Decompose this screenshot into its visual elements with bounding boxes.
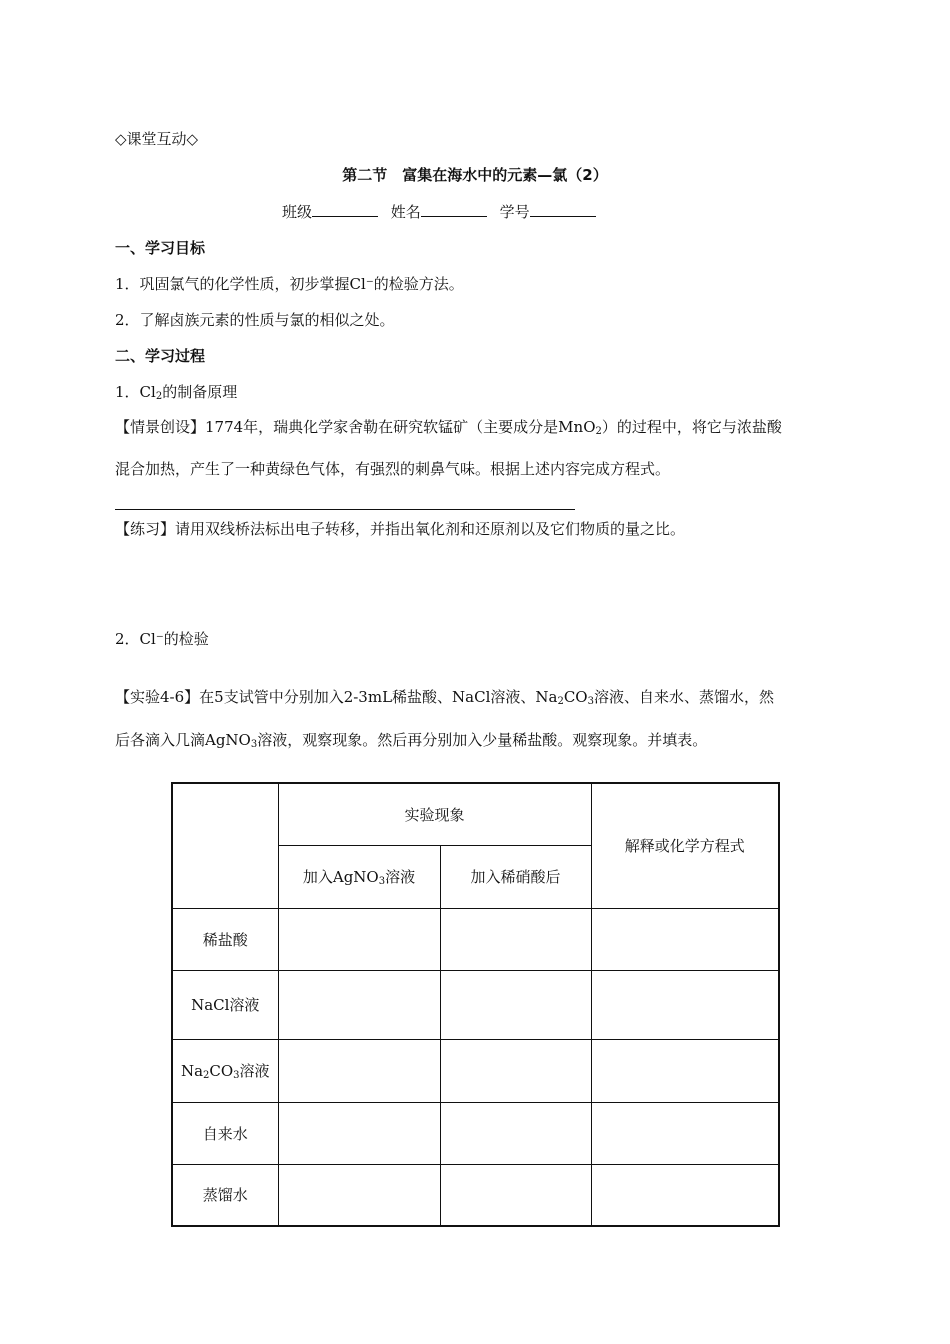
scenario-line-2: 混合加热，产生了一种黄绿色气体，有强烈的刺鼻气味。根据上述内容完成方程式。 [115,460,671,478]
sub1-title: 1．$Cl_2$的制备原理 [115,383,238,402]
answer-cell[interactable] [591,1102,779,1164]
class-field[interactable] [312,202,378,217]
id-field[interactable] [530,202,596,217]
table-row [172,1164,779,1226]
answer-cell[interactable] [440,1164,591,1226]
name-field[interactable] [421,202,487,217]
page-title: 第二节 富集在海水中的元素—氯（2） [342,166,608,184]
section1-heading: 一、学习目标 [115,239,206,257]
answer-cell[interactable] [278,1039,440,1102]
table-row [172,908,779,970]
header-explanation: 解释或化学方程式 [591,783,779,908]
answer-cell[interactable] [278,970,440,1039]
scenario-line-1: 【情景创设】1774年，瑞典化学家舍勒在研究软锰矿（主要成分是MnO$_2$）的过程中，将它与浓盐酸 [115,418,782,437]
answer-cell[interactable] [278,1164,440,1226]
row-label: $Na_2CO_3$溶液 [172,1039,278,1102]
row-label: 蒸馏水 [172,1164,278,1226]
answer-cell[interactable] [440,1039,591,1102]
answer-cell[interactable] [591,970,779,1039]
answer-cell[interactable] [591,908,779,970]
class-label: 班级 [282,203,313,221]
table-row [172,1102,779,1164]
answer-cell[interactable] [278,908,440,970]
name-label: 姓名 [390,203,421,221]
sub2-title: 2．Cl⁻的检验 [115,630,209,648]
table-corner-cell [172,783,278,908]
table-row [172,1039,779,1102]
objective-item: 1．巩固氯气的化学性质，初步掌握Cl⁻的检验方法。 [115,275,464,293]
row-label: 稀盐酸 [172,908,278,970]
answer-cell[interactable] [440,908,591,970]
header-add-agno3: 加入AgNO$_3$溶液 [278,845,440,908]
section2-heading: 二、学习过程 [115,347,206,365]
experiment-line-2: 后各滴入几滴AgNO$_3$溶液，观察现象。然后再分别加入少量稀盐酸。观察现象。并填表。 [115,731,708,750]
answer-cell[interactable] [591,1039,779,1102]
objective-item: 2．了解卤族元素的性质与氯的相似之处。 [115,311,395,329]
answer-cell[interactable] [440,1102,591,1164]
id-label: 学号 [499,203,530,221]
table-row [172,970,779,1039]
header-phenomenon: 实验现象 [278,783,591,845]
section-tag: ◇课堂互动◇ [115,130,199,148]
answer-cell[interactable] [591,1164,779,1226]
experiment-table [171,782,780,1227]
row-label: 自来水 [172,1102,278,1164]
answer-cell[interactable] [278,1102,440,1164]
experiment-line-1: 【实验4-6】在5支试管中分别加入2-3mL稀盐酸、NaCl溶液、$Na_2CO_3$溶液、自来水、蒸馏水，然 [115,688,774,707]
answer-cell[interactable] [440,970,591,1039]
equation-answer-line[interactable] [115,509,575,510]
row-label: NaCl溶液 [172,970,278,1039]
student-info [282,201,604,222]
exercise-text: 【练习】请用双线桥法标出电子转移，并指出氧化剂和还原剂以及它们物质的量之比。 [115,520,686,538]
header-add-hno3: 加入稀硝酸后 [440,845,591,908]
